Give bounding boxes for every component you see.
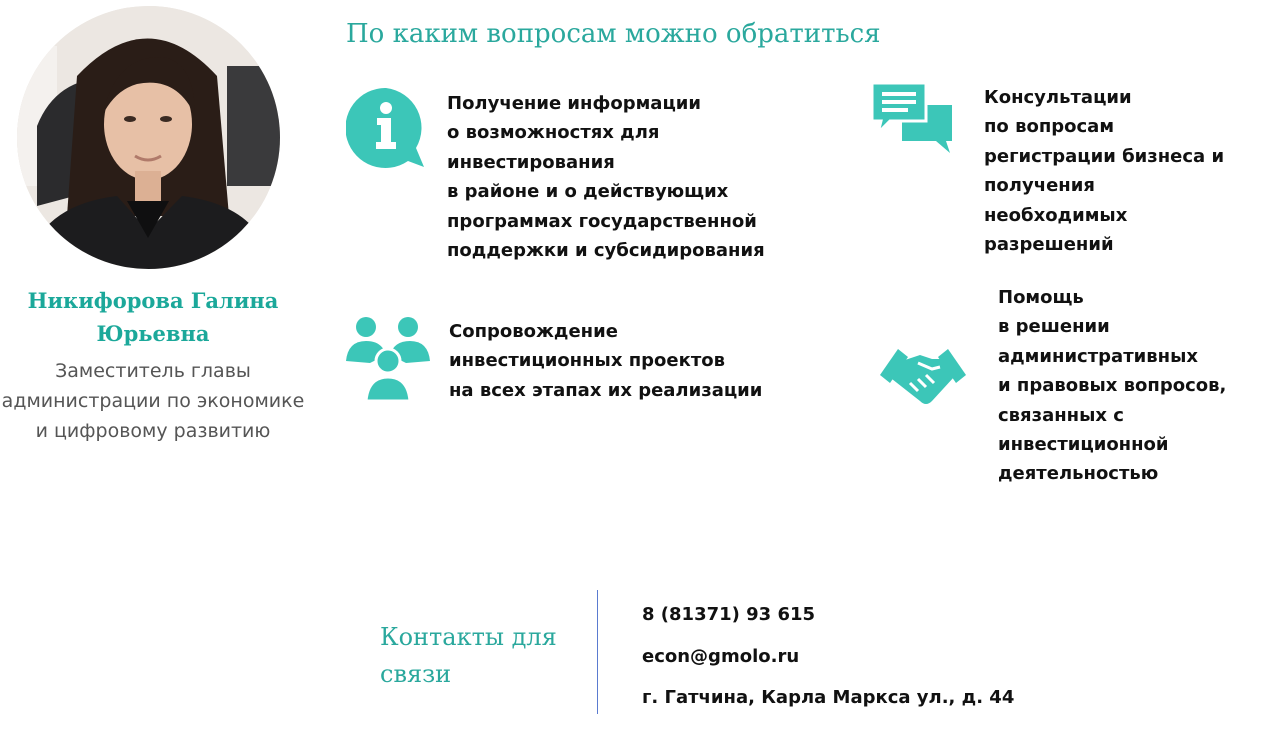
topic-help [998,283,1226,489]
contact-email[interactable]: econ@gmolo.ru [642,646,800,667]
topic-line: инвестиционной [998,434,1169,456]
topic-line: инвестирования [447,151,615,173]
topic-support [449,317,762,405]
topic-line: связанных с [998,404,1124,426]
topic-line: инвестиционных проектов [449,350,726,372]
topic-line: Получение информации [447,93,702,114]
people-group-icon [346,317,430,401]
info-bubble-icon [346,88,426,168]
topic-line: поддержки и субсидирования [447,240,765,262]
person-name-line2: Юрьевна [96,321,210,346]
topic-line: деятельностью [998,463,1159,485]
contacts-divider [597,590,598,714]
person-name [0,284,306,350]
person-role: Заместитель главы администрации по экономике и цифровому развитию [1,360,305,442]
contacts-title [380,619,557,693]
contacts-title-line1: Контакты для [380,623,557,651]
contacts-title-line2: связи [380,660,452,688]
topic-line: и правовых вопросов, [998,375,1227,397]
profile-photo [17,6,280,269]
topic-line: о возможностях для [447,122,660,144]
topic-line: в районе и о действующих [447,181,729,203]
topic-line: административных [998,345,1198,367]
topic-line: получения [984,175,1095,197]
topic-line: на всех этапах их реализации [449,379,763,401]
topic-line: необходимых [984,204,1128,226]
handshake-icon [880,349,966,407]
topic-line: в решении [998,316,1110,338]
chat-bubbles-icon [872,83,954,153]
topic-line: программах государственной [447,210,757,232]
topic-consultations [984,83,1224,259]
topic-line: разрешений [984,234,1114,256]
contact-address: г. Гатчина, Карла Маркса ул., д. 44 [642,687,1015,708]
topic-info [447,89,765,265]
topic-line: Сопровождение [449,321,618,342]
topic-line: регистрации бизнеса и [984,145,1225,167]
page-title: По каким вопросам можно обратиться [346,19,881,49]
topic-line: Помощь [998,287,1084,308]
person-name-line1: Никифорова Галина [27,288,279,313]
topic-line: по вопросам [984,116,1115,138]
topic-line: Консультации [984,87,1132,108]
contact-phone[interactable]: 8 (81371) 93 615 [642,604,816,625]
